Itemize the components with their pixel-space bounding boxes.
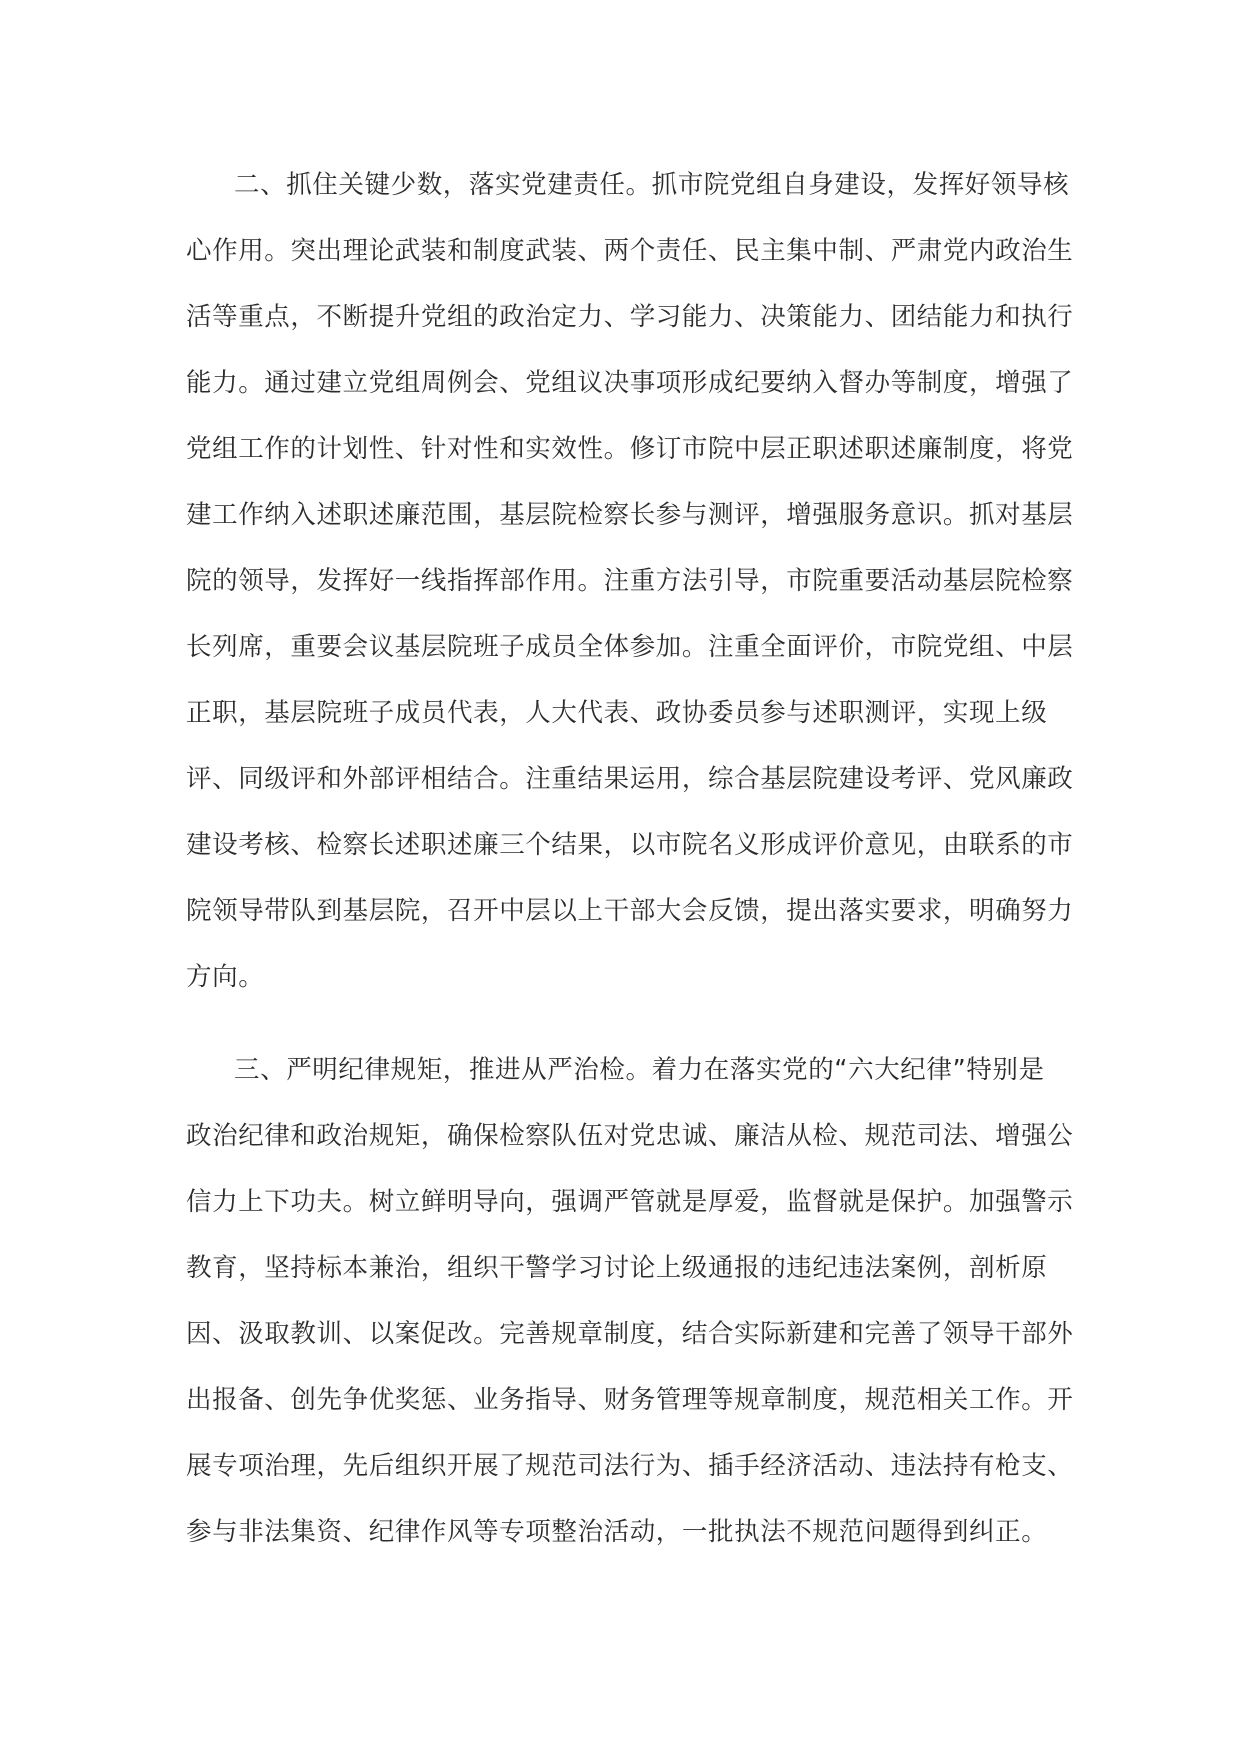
paragraph-line: 长列席，重要会议基层院班子成员全体参加。注重全面评价，市院党组、中层 — [186, 632, 1074, 662]
paragraph-line: 信力上下功夫。树立鲜明导向，强调严管就是厚爱，监督就是保护。加强警示 — [186, 1187, 1074, 1217]
paragraph-line: 出报备、创先争优奖惩、业务指导、财务管理等规章制度，规范相关工作。开 — [186, 1385, 1074, 1415]
paragraph-line: 二、抓住关键少数，落实党建责任。抓市院党组自身建设，发挥好领导核 — [234, 170, 1070, 200]
paragraph-line: 参与非法集资、纪律作风等专项整治活动，一批执法不规范问题得到纠正。 — [186, 1517, 1048, 1547]
paragraph-line: 活等重点，不断提升党组的政治定力、学习能力、决策能力、团结能力和执行 — [186, 302, 1074, 332]
paragraph-line: 院的领导，发挥好一线指挥部作用。注重方法引导，市院重要活动基层院检察 — [186, 566, 1074, 596]
paragraph-line: 评、同级评和外部评相结合。注重结果运用，综合基层院建设考评、党风廉政 — [186, 764, 1074, 794]
paragraph-party-building-responsibility — [186, 152, 1074, 1010]
paragraph-line: 政治纪律和政治规矩，确保检察队伍对党忠诚、廉洁从检、规范司法、增强公 — [186, 1121, 1074, 1151]
paragraph-line: 展专项治理，先后组织开展了规范司法行为、插手经济活动、违法持有枪支、 — [186, 1451, 1074, 1481]
paragraph-line: 建设考核、检察长述职述廉三个结果，以市院名义形成评价意见，由联系的市 — [186, 830, 1074, 860]
paragraph-line: 院领导带队到基层院，召开中层以上干部大会反馈，提出落实要求，明确努力 — [186, 896, 1074, 926]
paragraph-line: 三、严明纪律规矩，推进从严治检。着力在落实党的“六大纪律”特别是 — [234, 1055, 1045, 1085]
paragraph-line: 教育，坚持标本兼治，组织干警学习讨论上级通报的违纪违法案例，剖析原 — [186, 1253, 1048, 1283]
paragraph-line: 能力。通过建立党组周例会、党组议决事项形成纪要纳入督办等制度，增强了 — [186, 368, 1074, 398]
paragraph-line: 建工作纳入述职述廉范围，基层院检察长参与测评，增强服务意识。抓对基层 — [186, 500, 1074, 530]
paragraph-line: 心作用。突出理论武装和制度武装、两个责任、民主集中制、严肃党内政治生 — [186, 236, 1074, 266]
paragraph-discipline-rules — [186, 1037, 1074, 1565]
paragraph-line: 正职，基层院班子成员代表，人大代表、政协委员参与述职测评，实现上级 — [186, 698, 1048, 728]
paragraph-line: 方向。 — [186, 962, 265, 992]
paragraph-line: 党组工作的计划性、针对性和实效性。修订市院中层正职述职述廉制度，将党 — [186, 434, 1074, 464]
paragraph-line: 因、汲取教训、以案促改。完善规章制度，结合实际新建和完善了领导干部外 — [186, 1319, 1074, 1349]
